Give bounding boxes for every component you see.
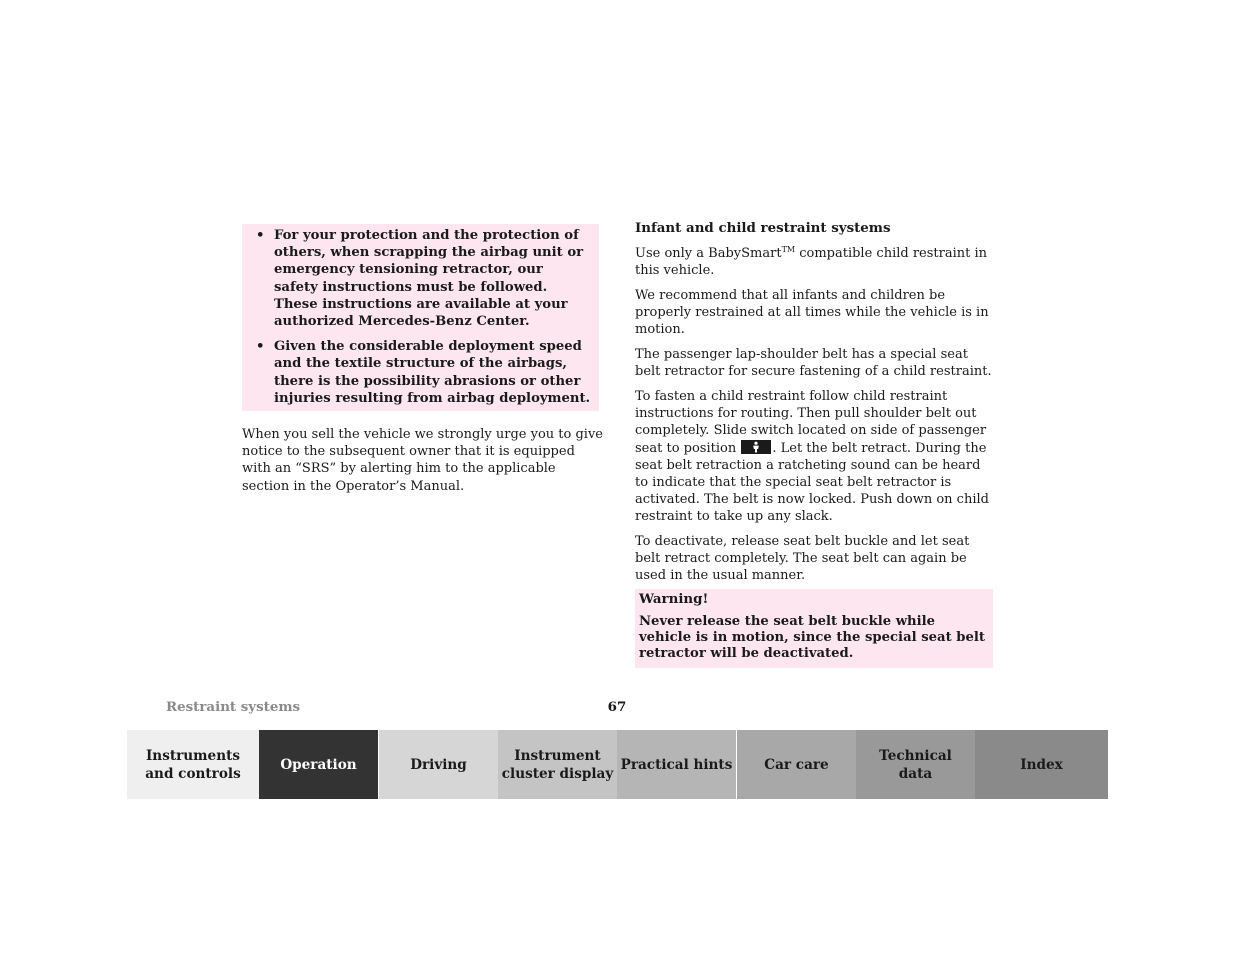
- tab-index[interactable]: [975, 730, 1108, 799]
- bullet-item: [256, 227, 591, 330]
- warning-text: Never release the seat belt buckle while vehicle is in motion, since the special seat belt retractor will be deactivated.: [639, 614, 985, 661]
- restraint-recommendation-paragraph: We recommend that all infants and children be properly restrained at all times while the vehicle is in motion.: [635, 287, 989, 338]
- retractor-paragraph: The passenger lap-shoulder belt has a special seat belt retractor for secure fastening of a child restraint.: [635, 347, 992, 380]
- tab-label: Index: [1020, 756, 1063, 773]
- resale-notice-paragraph: When you sell the vehicle we strongly urge you to give notice to the subsequent owner that it is equipped with an “SRS” by alerting him to the applicable section in the Operator’s Manual.: [242, 427, 604, 494]
- tab-driving[interactable]: [379, 730, 498, 799]
- tab-label: Technical data: [879, 747, 952, 782]
- child-seat-position-icon: [741, 440, 771, 454]
- section-heading: Infant and child restraint systems: [635, 220, 891, 236]
- child-restraint-section: [635, 220, 997, 592]
- tab-label: Instruments and controls: [145, 747, 241, 782]
- fastening-text-end: . Let the belt retract. During the seat belt retraction a ratcheting sound can be heard to indicate that the special seat belt retractor is activated. The belt is now locked. Push down on child restraint to take up any slack.: [635, 440, 989, 525]
- protection-notice-box: [242, 224, 599, 411]
- tab-operation[interactable]: [259, 730, 378, 799]
- babysmart-text: Use only a BabySmart: [635, 246, 782, 261]
- fastening-text: To fasten a child restraint follow child restraint instructions for routing. Then pull shoulder belt out completely. Slide switch located on side of passenger seat to position: [635, 388, 987, 456]
- footer-section-title: Restraint systems: [166, 699, 301, 715]
- page-number: 67: [607, 699, 627, 715]
- tab-instrument-cluster-display[interactable]: [498, 730, 617, 799]
- tab-label: Driving: [410, 756, 467, 773]
- tab-label: Car care: [764, 756, 829, 773]
- tab-label: Instrument cluster display: [501, 747, 614, 782]
- babysmart-paragraph: [635, 245, 997, 279]
- tab-label: Practical hints: [620, 756, 733, 773]
- bullet-glyph: •: [256, 339, 265, 355]
- bullet-item: [256, 338, 591, 407]
- babysmart-text-end: compatible child restraint in this vehicle.: [635, 246, 988, 279]
- tab-technical-data[interactable]: [856, 730, 975, 799]
- trademark-mark: TM: [781, 245, 796, 254]
- tab-car-care[interactable]: [737, 730, 856, 799]
- tab-label: Operation: [280, 756, 357, 773]
- tab-instruments-and-controls[interactable]: [127, 730, 259, 799]
- fastening-instructions-paragraph: [635, 388, 997, 526]
- bullet-glyph: •: [256, 228, 265, 243]
- warning-box: [635, 589, 993, 668]
- bullet-text: Given the considerable deployment speed and the textile structure of the airbags, there is the possibility abrasions or other injuries resulting from airbag deployment.: [274, 339, 591, 406]
- tab-practical-hints[interactable]: [617, 730, 736, 799]
- warning-title: Warning!: [639, 591, 709, 607]
- deactivation-paragraph: To deactivate, release seat belt buckle and let seat belt retract completely. The seat belt can again be used in the usual manner.: [635, 534, 970, 584]
- bullet-text: For your protection and the protection of others, when scrapping the airbag unit or emergency tensioning retractor, our safety instructions must be followed. These instructions are available at your authorized Mercedes-Benz Center.: [274, 228, 584, 330]
- chapter-nav-tabs: [127, 730, 1108, 799]
